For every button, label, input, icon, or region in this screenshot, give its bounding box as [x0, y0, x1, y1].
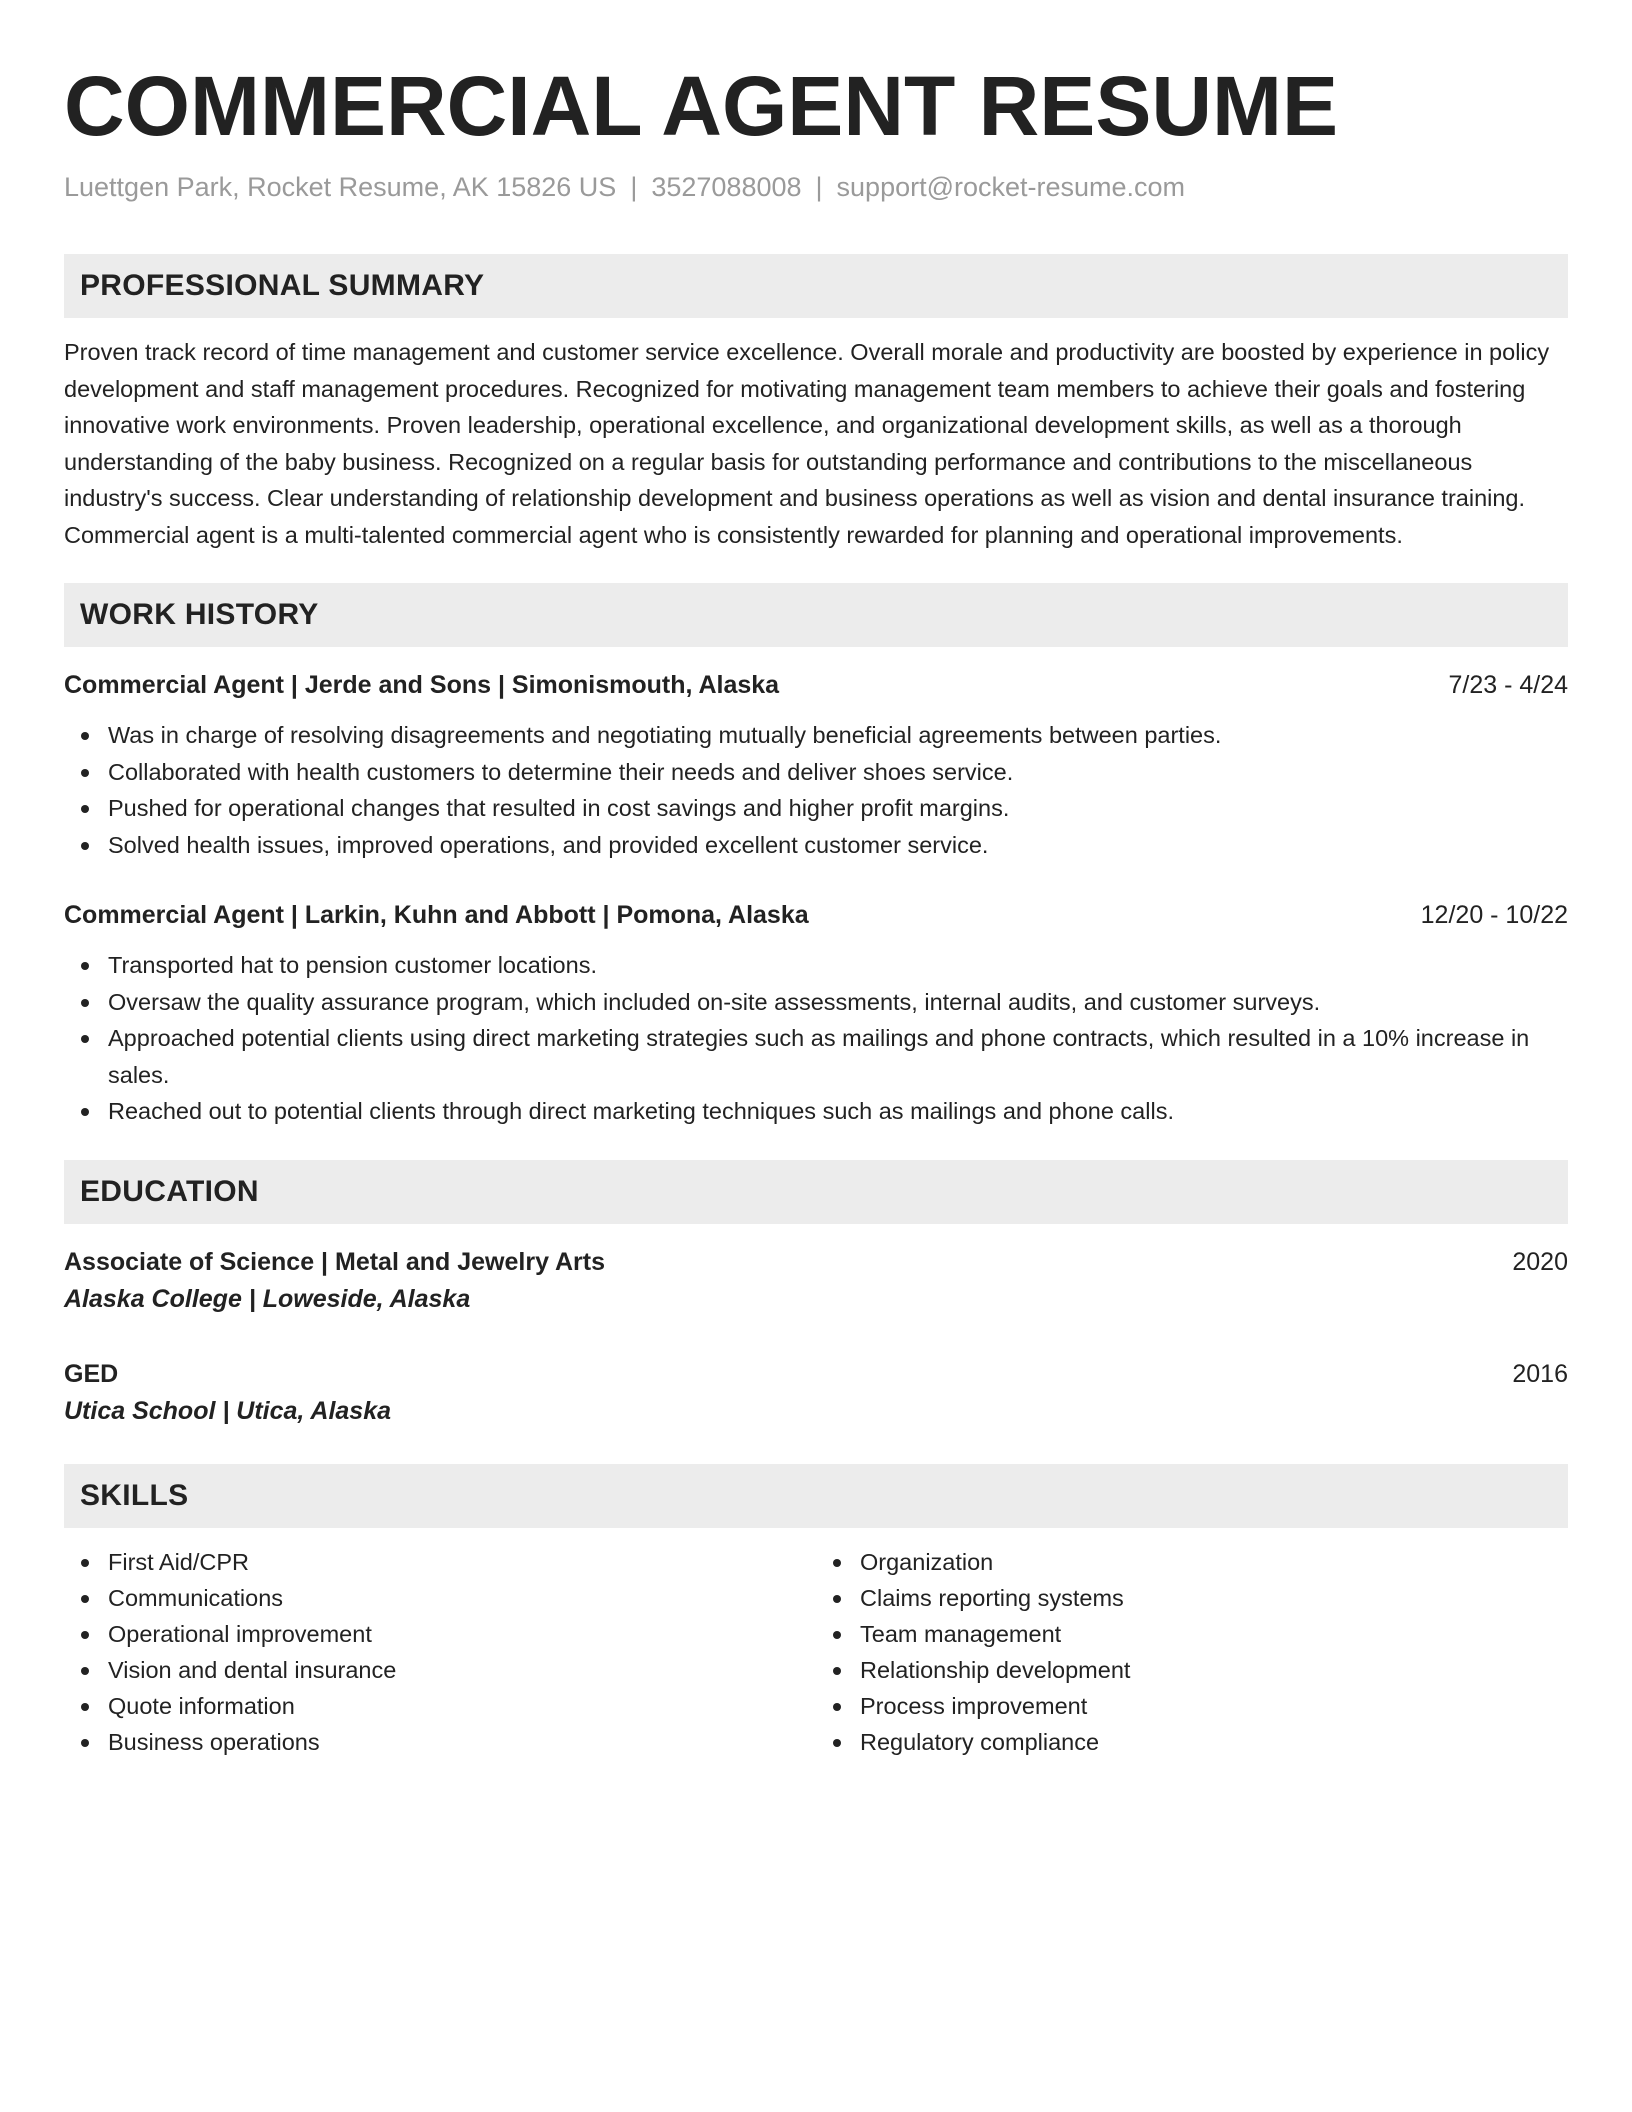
- education-school: Alaska College | Loweside, Alaska: [64, 1284, 471, 1313]
- education-heading: [64, 1356, 1568, 1392]
- education-heading: [64, 1244, 1568, 1280]
- contact-separator: |: [815, 172, 823, 202]
- skill-item: Organization: [860, 1544, 1568, 1580]
- skill-item: Regulatory compliance: [860, 1724, 1568, 1760]
- section-header-work-history: WORK HISTORY: [64, 583, 1568, 647]
- skills-grid: [64, 1544, 1568, 1760]
- skill-item: Business operations: [108, 1724, 816, 1760]
- education-degree: Associate of Science | Metal and Jewelry Arts: [64, 1247, 606, 1276]
- job-bullet: Transported hat to pension customer locations.: [108, 947, 1568, 984]
- section-header-skills: SKILLS: [64, 1464, 1568, 1528]
- job-dates: 7/23 - 4/24: [1448, 671, 1568, 699]
- skill-item: Operational improvement: [108, 1616, 816, 1652]
- job-bullet: Was in charge of resolving disagreements and negotiating mutually beneficial agreements between parties.: [108, 717, 1568, 754]
- education-school: Utica School | Utica, Alaska: [64, 1396, 392, 1425]
- education-year: 2020: [1512, 1247, 1568, 1276]
- contact-separator: |: [630, 172, 638, 202]
- contact-line: [64, 170, 1568, 204]
- education-entry: [64, 1244, 1568, 1318]
- contact-address: Luettgen Park, Rocket Resume, AK 15826 US: [64, 172, 617, 202]
- skill-item: Claims reporting systems: [860, 1580, 1568, 1616]
- job-bullet: Oversaw the quality assurance program, which included on-site assessments, internal audits, and customer surveys.: [108, 984, 1568, 1021]
- skill-item: Relationship development: [860, 1652, 1568, 1688]
- skill-item: Vision and dental insurance: [108, 1652, 816, 1688]
- skills-column-right: [816, 1544, 1568, 1760]
- job-bullet: Reached out to potential clients through direct marketing techniques such as mailings and phone calls.: [108, 1093, 1568, 1130]
- skill-item: First Aid/CPR: [108, 1544, 816, 1580]
- summary-text: Proven track record of time management and customer service excellence. Overall morale and productivity are boosted by experience in policy development and staff management procedures. Recognized for motivating management team members to achieve their goals and fostering innovative work environments. Proven leadership, operational excellence, and organizational development skills, as well as a thorough understanding of the baby business. Recognized on a regular basis for outstanding performance and contributions to the miscellaneous industry's success. Clear understanding of relationship development and business operations as well as vision and dental insurance training. Commercial agent is a multi-talented commercial agent who is consistently rewarded for planning and operational improvements.: [64, 339, 1550, 548]
- contact-email: support@rocket-resume.com: [836, 172, 1186, 202]
- job-heading: [64, 667, 1568, 703]
- skill-item: Communications: [108, 1580, 816, 1616]
- job-title: Commercial Agent | Jerde and Sons | Simonismouth, Alaska: [64, 671, 780, 699]
- skill-item: Process improvement: [860, 1688, 1568, 1724]
- job-title: Commercial Agent | Larkin, Kuhn and Abbott | Pomona, Alaska: [64, 901, 809, 929]
- job-bullet: Solved health issues, improved operations, and provided excellent customer service.: [108, 827, 1568, 864]
- skill-item: Team management: [860, 1616, 1568, 1652]
- skill-item: Quote information: [108, 1688, 816, 1724]
- contact-phone: 3527088008: [651, 172, 802, 202]
- job-dates: 12/20 - 10/22: [1420, 901, 1568, 929]
- job-heading: [64, 897, 1568, 933]
- job-bullets: [64, 717, 1568, 863]
- job-bullet: Pushed for operational changes that resulted in cost savings and higher profit margins.: [108, 790, 1568, 827]
- education-year: 2016: [1512, 1359, 1568, 1388]
- resume-title: COMMERCIAL AGENT RESUME: [64, 59, 1339, 153]
- skills-column-left: [64, 1544, 816, 1760]
- job-bullets: [64, 947, 1568, 1130]
- education-entry: [64, 1356, 1568, 1430]
- section-header-summary: PROFESSIONAL SUMMARY: [64, 254, 1568, 318]
- job-bullet: Collaborated with health customers to determine their needs and deliver shoes service.: [108, 754, 1568, 791]
- education-degree: GED: [64, 1359, 119, 1388]
- section-header-education: EDUCATION: [64, 1160, 1568, 1224]
- job-entry: [64, 667, 1568, 863]
- job-entry: [64, 897, 1568, 1130]
- job-bullet: Approached potential clients using direct marketing strategies such as mailings and phone contracts, which resulted in a 10% increase in sales.: [108, 1020, 1568, 1093]
